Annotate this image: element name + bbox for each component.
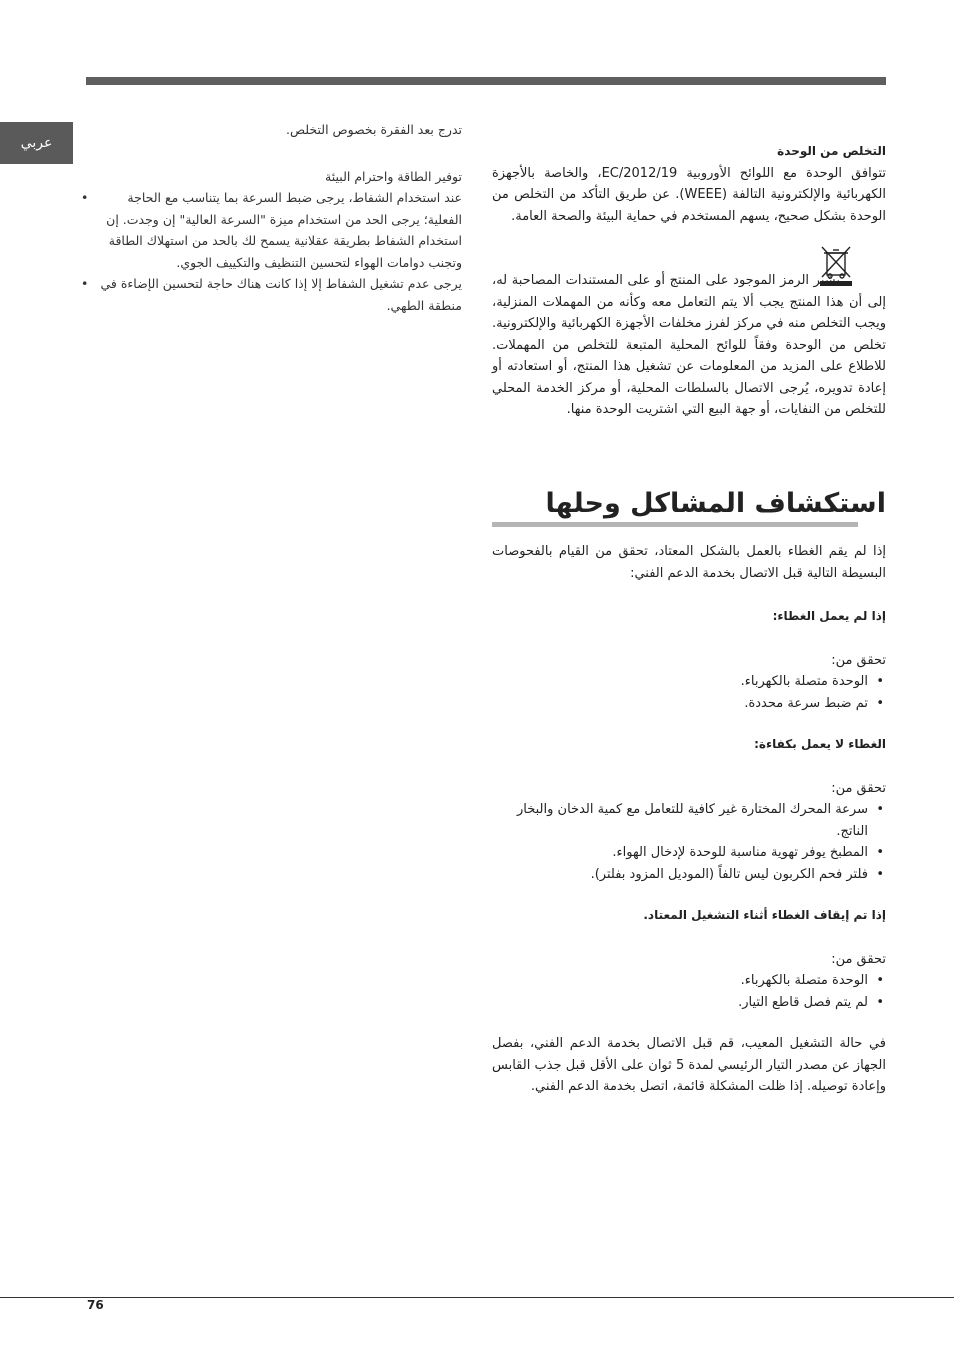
list-item: • عند استخدام الشفاط، يرجى ضبط السرعة بما يتناسب مع الحاجة الفعلية؛ يرجى الحد من استخدام ميزة "السرعة العالية" إن وجدت. إن استخدام الشفاط بطريقة عقلانية يسمح لك بالحد من استهلاك الطاقة وتجنب دوامات الهواء لتحسين التنظيف والتكييف الجوي. <box>95 187 462 273</box>
left-column <box>95 119 462 316</box>
top-header-bar <box>86 77 886 85</box>
case1-heading: إذا لم يعمل الغطاء: <box>772 609 886 623</box>
title-underline <box>492 522 858 527</box>
case1-list <box>492 671 886 714</box>
case1-check: تحقق من: <box>831 652 886 668</box>
list-item: • يرجى عدم تشغيل الشفاط إلا إذا كانت هناك حاجة لتحسين الإضاءة في منطقة الطهي. <box>95 273 462 316</box>
list-item: • الوحدة متصلة بالكهرباء. <box>492 970 886 992</box>
energy-list <box>95 187 462 316</box>
list-item: • فلتر فحم الكربون ليس تالفاً (الموديل المزود بفلتر). <box>492 864 886 886</box>
troubleshooting-closing: في حالة التشغيل المعيب، قم قبل الاتصال بخدمة الدعم الفني، بفصل الجهاز عن مصدر التيار الرئيسي لمدة 5 ثوان على الأقل قبل جذب القابس وإعادة توصيله. إذا ظلت المشكلة قائمة، اتصل بخدمة الدعم الفني. <box>492 1036 886 1094</box>
case3-heading: إذا تم إيقاف الغطاء أثناء التشغيل المعتاد. <box>643 908 886 922</box>
case2-check: تحقق من: <box>831 780 886 796</box>
case2-heading: الغطاء لا يعمل بكفاءة: <box>754 737 886 751</box>
list-item: • لم يتم فصل قاطع التيار. <box>492 992 886 1014</box>
list-item: • المطبخ يوفر تهوية مناسبة للوحدة لإدخال الهواء. <box>492 842 886 864</box>
left-intro-line: تدرج بعد الفقرة بخصوص التخلص. <box>286 122 462 137</box>
troubleshooting-intro: إذا لم يقم الغطاء بالعمل بالشكل المعتاد، تحقق من القيام بالفحوصات البسيطة التالية قبل الاتصال بخدمة الدعم الفني: <box>492 544 886 581</box>
disposal-paragraph-2: يشير الرمز الموجود على المنتج أو على المستندات المصاحبة له، إلى أن هذا المنتج يجب ألا يتم التعامل معه وكأنه من المهملات المنزلية، ويجب التخلص منه في مركز لفرز مخلفات الأجهزة الكهربائية والإلكترونية. تخلص من الوحدة وفقاً للوائح المحلية المتبعة للتخلص من المهملات. للاطلاع على المزيد من المعلومات عن تشغيل هذا المنتج، أو استعادته أو إعادة تدويره، يُرجى الاتصال بالسلطات المحلية، أو مركز الخدمة المحلي للتخلص من النفايات، أو جهة البيع التي اشتريت الوحدة منها. <box>492 273 886 417</box>
energy-heading: توفير الطاقة واحترام البيئة <box>325 168 462 184</box>
case3-list <box>492 970 886 1013</box>
case3-check: تحقق من: <box>831 951 886 967</box>
troubleshooting-section <box>492 541 886 1098</box>
disposal-paragraph-1: تتوافق الوحدة مع اللوائح الأوروبية 2012/19/EC، والخاصة بالأجهزة الكهربائية والإلكترونية التالفة (WEEE). عن طريق التأكد من التخلص من الوحدة بشكل صحيح، يسهم المستخدم في حماية البيئة والصحة العامة. <box>492 165 886 224</box>
language-tab: عربي <box>0 122 73 164</box>
list-item: • تم ضبط سرعة محددة. <box>492 693 886 715</box>
disposal-heading: التخلص من الوحدة <box>777 144 886 158</box>
case2-list <box>492 799 886 885</box>
disposal-section <box>492 141 886 227</box>
list-item: • سرعة المحرك المختارة غير كافية للتعامل مع كمية الدخان والبخار الناتج. <box>492 799 886 842</box>
footer-rule <box>0 1297 954 1298</box>
page-number: 76 <box>87 1298 104 1312</box>
disposal-symbol-text <box>492 270 886 421</box>
list-item: • الوحدة متصلة بالكهرباء. <box>492 671 886 693</box>
troubleshooting-title: استكشاف المشاكل وحلها <box>545 488 886 519</box>
